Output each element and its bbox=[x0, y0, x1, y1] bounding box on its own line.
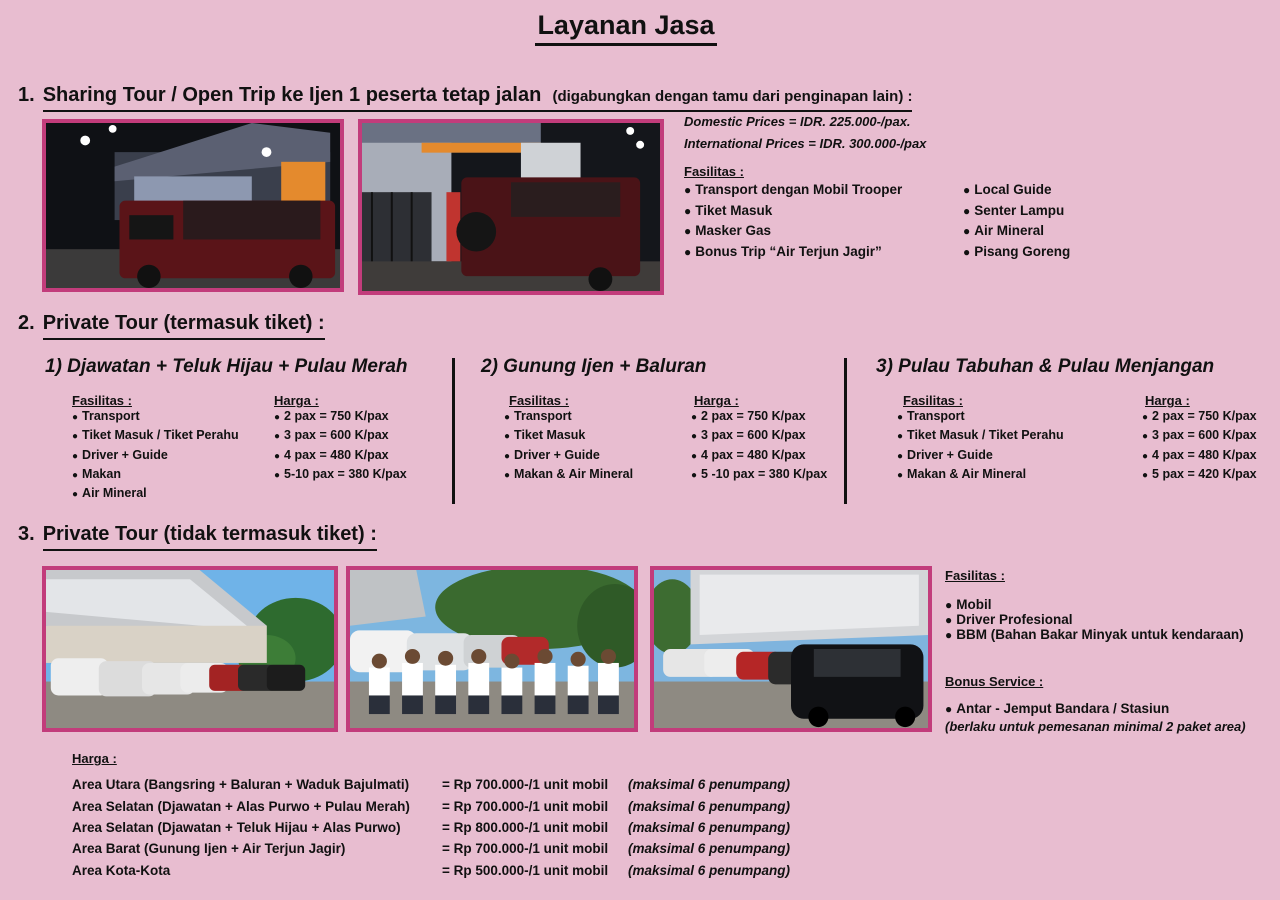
list-item: ● Masker Gas bbox=[684, 223, 902, 244]
list-item: ● Pisang Goreng bbox=[963, 244, 1070, 265]
list-item: ● 4 pax = 480 K/pax bbox=[691, 448, 827, 467]
list-item: ● Tiket Masuk / Tiket Perahu bbox=[897, 428, 1064, 447]
package-2-title: 2) Gunung Ijen + Baluran bbox=[481, 356, 707, 377]
list-item: ● Transport bbox=[504, 409, 633, 428]
list-item: ● Senter Lampu bbox=[963, 203, 1070, 224]
price-note: (maksimal 6 penumpang) bbox=[628, 862, 791, 878]
harga-label: Harga : bbox=[72, 751, 117, 766]
section3-heading bbox=[18, 523, 377, 546]
drivers-group-photo bbox=[346, 566, 638, 732]
list-item: ● Makan bbox=[72, 467, 239, 486]
list-item: ● BBM (Bahan Bakar Minyak untuk kendaraan) bbox=[945, 627, 1244, 642]
list-item: ● 3 pax = 600 K/pax bbox=[1142, 428, 1257, 447]
package-1-title: 1) Djawatan + Teluk Hijau + Pulau Merah bbox=[45, 356, 408, 377]
section2-number: 2. bbox=[18, 312, 35, 334]
section1-number: 1. bbox=[18, 84, 35, 106]
section3-facilities-label: Fasilitas : bbox=[945, 568, 1005, 583]
price-table bbox=[72, 777, 872, 884]
package-3-price-label: Harga : bbox=[1145, 393, 1190, 408]
section2-title: Private Tour (termasuk tiket) : bbox=[43, 312, 325, 340]
price-value: = Rp 700.000-/1 unit mobil bbox=[442, 777, 609, 792]
bonus-service-label: Bonus Service : bbox=[945, 674, 1044, 689]
list-item: ● Local Guide bbox=[963, 182, 1070, 203]
package-1-prices bbox=[274, 409, 407, 486]
list-item: ● Air Mineral bbox=[72, 486, 239, 505]
list-item: ● 4 pax = 480 K/pax bbox=[1142, 448, 1257, 467]
black-suv-photo bbox=[650, 566, 932, 732]
package-2-facilities bbox=[504, 409, 633, 486]
list-item: ● Mobil bbox=[945, 597, 1244, 612]
package-3-facilities bbox=[897, 409, 1064, 486]
package-3-facilities-label: Fasilitas : bbox=[903, 393, 963, 408]
list-item: ● Air Mineral bbox=[963, 223, 1070, 244]
list-item: ● Makan & Air Mineral bbox=[897, 467, 1064, 486]
package-2-facilities-label: Fasilitas : bbox=[509, 393, 569, 408]
table-row bbox=[72, 863, 872, 885]
price-area: Area Kota-Kota bbox=[72, 862, 171, 878]
list-item: ● Bonus Trip “Air Terjun Jagir” bbox=[684, 244, 902, 265]
list-item: ● Transport bbox=[897, 409, 1064, 428]
list-item: ● 3 pax = 600 K/pax bbox=[691, 428, 827, 447]
trooper-night-photo-2 bbox=[358, 119, 664, 295]
table-row bbox=[72, 820, 872, 842]
price-area: Area Barat (Gunung Ijen + Air Terjun Jagir) bbox=[72, 841, 346, 856]
section3-title: Private Tour (tidak termasuk tiket) : bbox=[43, 523, 377, 551]
list-item: ● 2 pax = 750 K/pax bbox=[691, 409, 827, 428]
table-row bbox=[72, 841, 872, 863]
list-item: ● 4 pax = 480 K/pax bbox=[274, 448, 407, 467]
price-area: Area Selatan (Djawatan + Alas Purwo + Pulau Merah) bbox=[72, 798, 410, 814]
list-item: ● 2 pax = 750 K/pax bbox=[274, 409, 407, 428]
page-title bbox=[0, 10, 1252, 41]
list-item: ● Driver + Guide bbox=[72, 448, 239, 467]
price-note: (maksimal 6 penumpang) bbox=[628, 777, 791, 792]
price-value: = Rp 500.000-/1 unit mobil bbox=[442, 862, 609, 878]
list-item: ● 5 -10 pax = 380 K/pax bbox=[691, 467, 827, 486]
package-3-prices bbox=[1142, 409, 1257, 486]
package-1-facilities bbox=[72, 409, 239, 505]
package-2-price-label: Harga : bbox=[694, 393, 739, 408]
list-item: ● Tiket Masuk bbox=[684, 203, 902, 224]
price-note: (maksimal 6 penumpang) bbox=[628, 819, 791, 835]
domestic-price: Domestic Prices = IDR. 225.000-/pax. bbox=[684, 114, 911, 129]
list-item: ● 5 pax = 420 K/pax bbox=[1142, 467, 1257, 486]
package-3-title: 3) Pulau Tabuhan & Pulau Menjangan bbox=[876, 356, 1215, 377]
car-fleet-photo-1 bbox=[42, 566, 338, 732]
section2-heading bbox=[18, 312, 325, 335]
list-item: ● Makan & Air Mineral bbox=[504, 467, 633, 486]
table-row bbox=[72, 799, 872, 820]
price-value: = Rp 800.000-/1 unit mobil bbox=[442, 819, 609, 835]
package-divider-2 bbox=[844, 358, 847, 504]
list-item: ● Driver Profesional bbox=[945, 612, 1244, 627]
table-row bbox=[72, 777, 872, 799]
price-area: Area Utara (Bangsring + Baluran + Waduk Bajulmati) bbox=[72, 777, 410, 792]
section3-number: 3. bbox=[18, 523, 35, 545]
package-1-facilities-label: Fasilitas : bbox=[72, 393, 132, 408]
list-item: ● Tiket Masuk / Tiket Perahu bbox=[72, 428, 239, 447]
price-value: = Rp 700.000-/1 unit mobil bbox=[442, 841, 609, 856]
page-title-text: Layanan Jasa bbox=[535, 10, 716, 46]
bonus-service-note: (berlaku untuk pemesanan minimal 2 paket area) bbox=[945, 719, 1246, 734]
list-item: ● Driver + Guide bbox=[897, 448, 1064, 467]
section1-heading bbox=[18, 84, 912, 107]
package-1-price-label: Harga : bbox=[274, 393, 319, 408]
list-item: ● 2 pax = 750 K/pax bbox=[1142, 409, 1257, 428]
section1-facilities-list-2 bbox=[963, 182, 1070, 264]
section1-facilities-label: Fasilitas : bbox=[684, 164, 744, 179]
price-note: (maksimal 6 penumpang) bbox=[628, 841, 791, 856]
list-item: ● Tiket Masuk bbox=[504, 428, 633, 447]
price-area: Area Selatan (Djawatan + Teluk Hijau + Alas Purwo) bbox=[72, 819, 401, 835]
trooper-night-photo-1 bbox=[42, 119, 344, 292]
list-item: ● Driver + Guide bbox=[504, 448, 633, 467]
section3-facilities bbox=[945, 597, 1244, 642]
price-note: (maksimal 6 penumpang) bbox=[628, 798, 791, 814]
section1-facilities-list-1 bbox=[684, 182, 902, 264]
list-item: ● 5-10 pax = 380 K/pax bbox=[274, 467, 407, 486]
list-item: ● Transport bbox=[72, 409, 239, 428]
list-item: ● Transport dengan Mobil Trooper bbox=[684, 182, 902, 203]
list-item: ● 3 pax = 600 K/pax bbox=[274, 428, 407, 447]
list-item: ● Antar - Jemput Bandara / Stasiun bbox=[945, 701, 1169, 722]
price-value: = Rp 700.000-/1 unit mobil bbox=[442, 798, 609, 814]
section1-note: (digabungkan dengan tamu dari penginapan lain) : bbox=[552, 88, 913, 105]
section1-title: Sharing Tour / Open Trip ke Ijen 1 peserta tetap jalan bbox=[42, 84, 542, 106]
package-divider-1 bbox=[452, 358, 455, 504]
package-2-prices bbox=[691, 409, 827, 486]
international-price: International Prices = IDR. 300.000-/pax bbox=[684, 136, 927, 151]
